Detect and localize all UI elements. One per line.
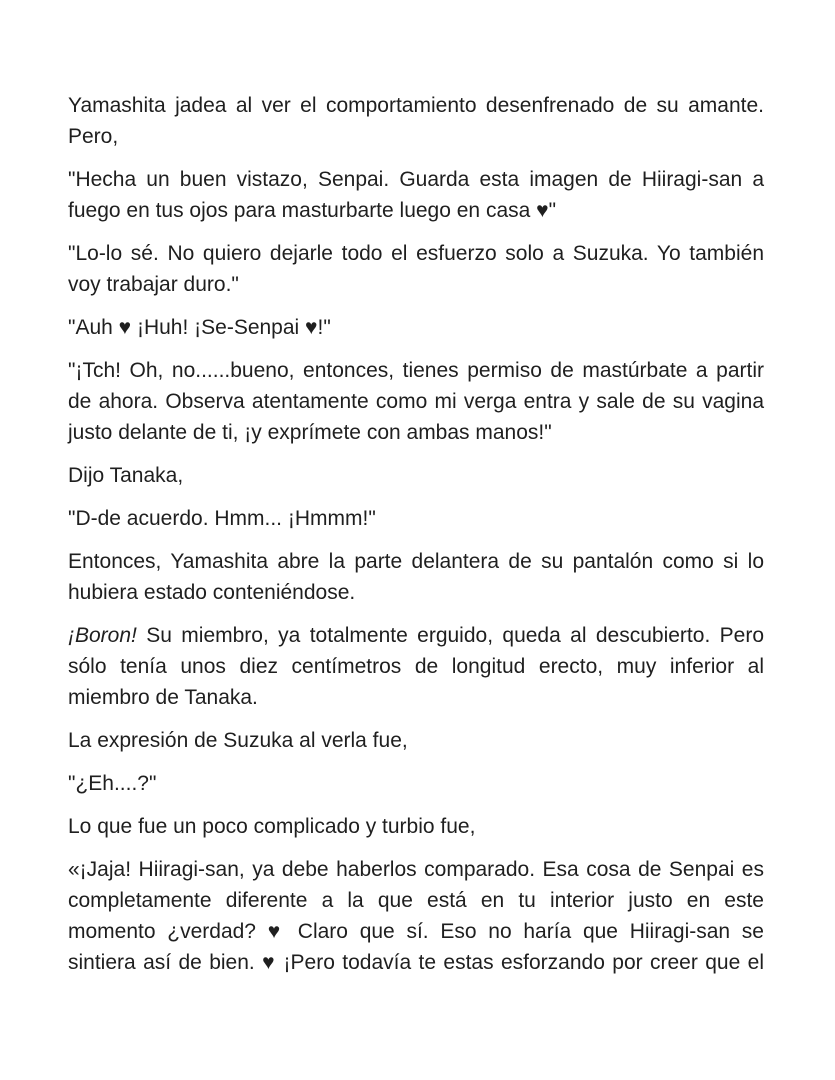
paragraph xyxy=(68,546,764,608)
text-run: La expresión de Suzuka al verla fue, xyxy=(68,729,408,752)
paragraph xyxy=(68,460,764,491)
paragraph xyxy=(68,503,764,534)
text-run: "Hecha un buen vistazo, Senpai. Guarda esta imagen de Hiiragi-san a fuego en tus ojos para masturbarte luego en casa ♥" xyxy=(68,168,764,222)
text-run: Su miembro, ya totalmente erguido, queda al descubierto. Pero sólo tenía unos diez centímetros de longitud erecto, muy inferior al miembro de Tanaka. xyxy=(68,624,764,709)
paragraph xyxy=(68,238,764,300)
text-run: "Auh ♥ ¡Huh! ¡Se-Senpai ♥!" xyxy=(68,316,331,339)
text-run: "D-de acuerdo. Hmm... ¡Hmmm!" xyxy=(68,507,376,530)
paragraph xyxy=(68,768,764,799)
paragraph xyxy=(68,164,764,226)
text-run: "¡Tch! Oh, no......bueno, entonces, tienes permiso de mastúrbate a partir de ahora. Observa atentamente como mi verga entra y sale de su vagina justo delante de ti, ¡y exprímete con ambas manos!" xyxy=(68,359,764,444)
text-run: "Lo-lo sé. No quiero dejarle todo el esfuerzo solo a Suzuka. Yo también voy trabajar duro." xyxy=(68,242,764,296)
italic-text-run: ¡Boron! xyxy=(68,624,137,647)
paragraph xyxy=(68,312,764,343)
paragraph xyxy=(68,725,764,756)
paragraph xyxy=(68,620,764,713)
text-run: Dijo Tanaka, xyxy=(68,464,184,487)
text-run: Yamashita jadea al ver el comportamiento desenfrenado de su amante. Pero, xyxy=(68,94,764,148)
paragraph xyxy=(68,854,764,978)
paragraph xyxy=(68,90,764,152)
text-run: «¡Jaja! Hiiragi-san, ya debe haberlos comparado. Esa cosa de Senpai es completamente diferente a la que está en tu interior justo en este momento ¿verdad? ♥ Claro que sí. Eso no haría que Hiiragi-san se sintiera así de bien. ♥ ¡Pero todavía te estas esforzando por creer que el xyxy=(68,858,764,974)
text-run: Entonces, Yamashita abre la parte delantera de su pantalón como si lo hubiera estado conteniéndose. xyxy=(68,550,764,604)
text-run: "¿Eh....?" xyxy=(68,772,157,795)
paragraph xyxy=(68,355,764,448)
paragraph xyxy=(68,811,764,842)
text-run: Lo que fue un poco complicado y turbio fue, xyxy=(68,815,476,838)
text-content xyxy=(68,90,764,978)
